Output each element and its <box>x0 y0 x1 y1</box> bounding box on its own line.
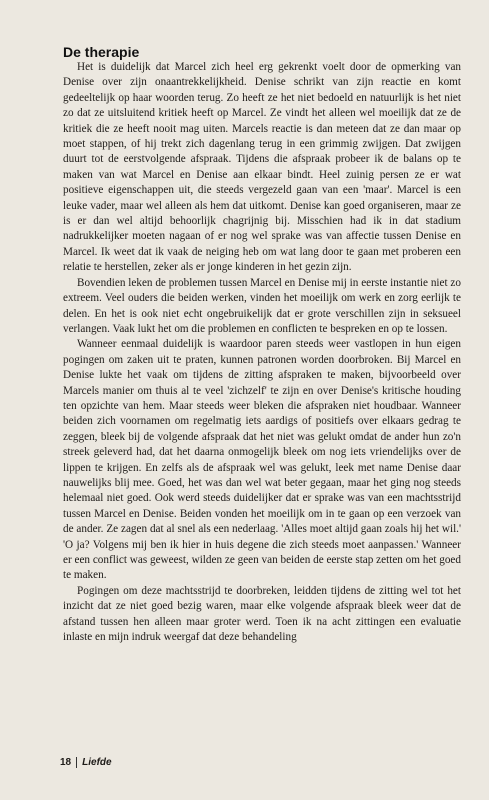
body-text <box>63 60 461 645</box>
paragraph: Het is duidelijk dat Marcel zich heel erg gekrenkt voelt door de opmerking van Denise over zijn onaantrekkelijkheid. Denise schrikt van zijn reactie en komt gedeeltelijk op haar woorden terug. Zo heeft ze het niet bedoeld en natuurlijk is het niet zo dat ze uitsluitend kritiek heeft op Marcel. Ze vindt het alleen wel moeilijk dat ze de kritiek die ze heeft nooit mag uiten. Marcels reactie is dan meteen dat ze dan maar op moet stappen, of hij trekt zich dagenlang terug in een grimmig zwijgen. Dat zwijgen duurt tot de eerstvolgende afspraak. Tijdens die afspraak probeer ik de balans op te maken van wat Marcel en Denise aan elkaar bindt. Heel zuinig persen ze er wat positieve eigenschappen uit, die steeds vergezeld gaan van een 'maar'. Marcel is een leuke vader, maar wel alleen als hem dat uitkomt. Denise kan goed organiseren, maar ze is er dan wel altijd behoorlijk chagrijnig bij. Misschien had ik in dat stadium nadrukkelijker moeten nagaan of er nog wel sprake was van affectie tussen Denise en Marcel. Ik weet dat ik vaak de neiging heb om wat lang door te gaan met proberen een relatie te herstellen, zeker als er jonge kinderen in het gezin zijn. <box>63 61 461 274</box>
page-number: 18 <box>60 757 72 768</box>
footer-divider <box>76 757 77 768</box>
section-heading: De therapie <box>63 44 140 60</box>
paragraph: Pogingen om deze machtsstrijd te doorbreken, leidden tijdens de zitting wel tot het inzicht dat ze niet goed bezig waren, maar elke volgende afspraak bleek weer dat de afstand tussen hen alleen maar groter werd. Toen ik na acht zittingen een evaluatie inlaste en mijn indruk weergaf dat deze behandeling <box>63 584 461 644</box>
running-title: Liefde <box>82 757 112 768</box>
paragraph: Bovendien leken de problemen tussen Marcel en Denise mij in eerste instantie niet zo extreem. Veel ouders die beiden werken, vinden het moeilijk om werk en zorg eerlijk te delen. En het is ook niet echt ongebruikelijk dat er grote verschillen zijn in seksueel verlangen. Vaak lukt het om die problemen en conflicten te bespreken en op te lossen. <box>63 276 461 335</box>
page-footer <box>60 757 112 768</box>
paragraph: Wanneer eenmaal duidelijk is waardoor paren steeds weer vastlopen in hun eigen pogingen om zaken uit te praten, kunnen patronen worden doorbroken. Bij Marcel en Denise lukte het vaak om tijdens de zitting afspraken te maken, bijvoorbeeld over Marcels manier om thuis al te veel 'zichzelf' te zijn en over Denise's kritische houding ten opzichte van hem. Maar steeds weer bleken die afspraken niet houdbaar. Wanneer beiden zich voornamen om regelmatig iets aardigs of positiefs over elkaars gedrag te zeggen, bleek bij de volgende afspraak dat het niet was gelukt omdat de ander hun zo'n streek geleverd had, dat het daarna onmogelijk bleek om nog iets vriendelijks over de lippen te krijgen. En zelfs als de afspraak wel was gelukt, leek met name Denise daar nauwelijks blij mee. Goed, het was dan wel wat beter gegaan, maar het ging nog steeds helemaal niet goed. Ook werd steeds duidelijker dat er sprake was van een machtsstrijd tussen Marcel en Denise. Beiden vonden het moeilijk om in te gaan op een verzoek van de ander. Ze zagen dat al snel als een nederlaag. 'Alles moet altijd gaan zoals hij het wil.' 'O ja? Volgens mij ben ik hier in huis degene die zich steeds moet aanpassen.' Wanneer er een conflict was geweest, wilden ze geen van beiden de eerste stap zetten om het goed te maken. <box>63 338 461 582</box>
